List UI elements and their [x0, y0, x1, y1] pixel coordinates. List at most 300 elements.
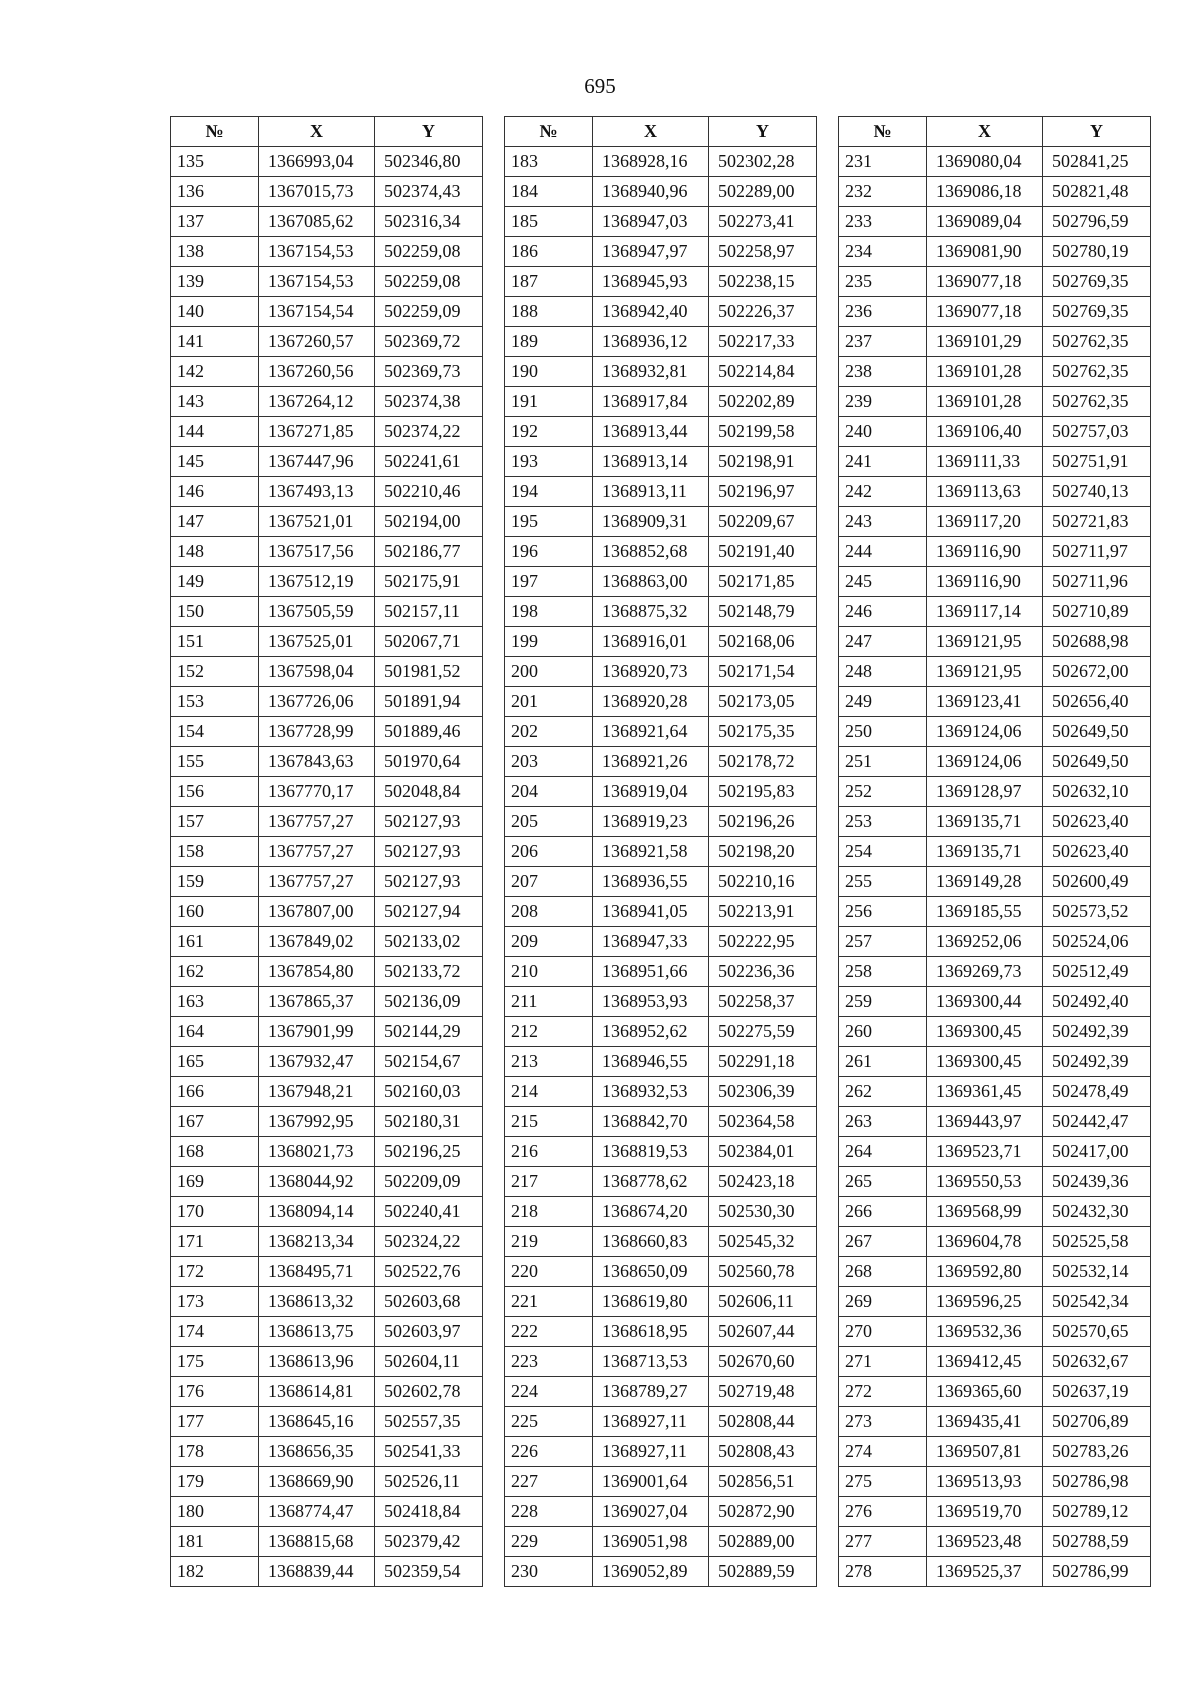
cell-number: 230	[505, 1557, 593, 1587]
cell-y: 502196,97	[709, 477, 817, 507]
cell-x: 1367757,27	[259, 867, 375, 897]
table-row	[171, 507, 483, 537]
table-row	[505, 477, 817, 507]
cell-y: 502175,91	[375, 567, 483, 597]
cell-x: 1369604,78	[927, 1227, 1043, 1257]
cell-number: 198	[505, 597, 593, 627]
table-row	[505, 1257, 817, 1287]
cell-x: 1368021,73	[259, 1137, 375, 1167]
cell-number: 234	[839, 237, 927, 267]
table-row	[171, 1317, 483, 1347]
cell-y: 502711,96	[1043, 567, 1151, 597]
cell-y: 502359,54	[375, 1557, 483, 1587]
cell-number: 237	[839, 327, 927, 357]
header-x: X	[259, 117, 375, 147]
cell-y: 502127,94	[375, 897, 483, 927]
cell-x: 1368913,44	[593, 417, 709, 447]
table-row	[839, 447, 1151, 477]
table-row	[505, 1377, 817, 1407]
cell-x: 1368852,68	[593, 537, 709, 567]
cell-x: 1368920,73	[593, 657, 709, 687]
cell-number: 138	[171, 237, 259, 267]
table-row	[839, 657, 1151, 687]
cell-y: 502175,35	[709, 717, 817, 747]
cell-number: 161	[171, 927, 259, 957]
cell-x: 1369185,55	[927, 897, 1043, 927]
cell-y: 502210,16	[709, 867, 817, 897]
cell-y: 502258,37	[709, 987, 817, 1017]
cell-x: 1368660,83	[593, 1227, 709, 1257]
cell-y: 502273,41	[709, 207, 817, 237]
cell-y: 502210,46	[375, 477, 483, 507]
cell-x: 1368936,12	[593, 327, 709, 357]
cell-y: 502649,50	[1043, 747, 1151, 777]
cell-y: 502740,13	[1043, 477, 1151, 507]
table-row	[839, 267, 1151, 297]
cell-number: 186	[505, 237, 593, 267]
cell-x: 1369077,18	[927, 297, 1043, 327]
cell-y: 502238,15	[709, 267, 817, 297]
table-row	[839, 777, 1151, 807]
table-row	[505, 507, 817, 537]
cell-x: 1369051,98	[593, 1527, 709, 1557]
cell-x: 1369077,18	[927, 267, 1043, 297]
cell-y: 502196,26	[709, 807, 817, 837]
cell-x: 1367598,04	[259, 657, 375, 687]
cell-x: 1368945,93	[593, 267, 709, 297]
table-row	[171, 1527, 483, 1557]
table-row	[839, 1107, 1151, 1137]
cell-y: 502199,58	[709, 417, 817, 447]
cell-x: 1368645,16	[259, 1407, 375, 1437]
table-row	[505, 327, 817, 357]
cell-number: 192	[505, 417, 593, 447]
cell-y: 502841,25	[1043, 147, 1151, 177]
table-row	[171, 327, 483, 357]
table-row	[171, 657, 483, 687]
table-row	[171, 177, 483, 207]
table-row	[505, 897, 817, 927]
cell-y: 502786,98	[1043, 1467, 1151, 1497]
cell-y: 502670,60	[709, 1347, 817, 1377]
cell-x: 1369525,37	[927, 1557, 1043, 1587]
cell-y: 502186,77	[375, 537, 483, 567]
cell-number: 208	[505, 897, 593, 927]
cell-number: 169	[171, 1167, 259, 1197]
cell-y: 502780,19	[1043, 237, 1151, 267]
table-row	[171, 747, 483, 777]
cell-number: 229	[505, 1527, 593, 1557]
header-y: Y	[375, 117, 483, 147]
cell-number: 214	[505, 1077, 593, 1107]
cell-x: 1368947,03	[593, 207, 709, 237]
table-row	[171, 927, 483, 957]
cell-y: 502306,39	[709, 1077, 817, 1107]
header-number: №	[171, 117, 259, 147]
cell-y: 502198,20	[709, 837, 817, 867]
cell-number: 136	[171, 177, 259, 207]
table-row	[171, 1557, 483, 1587]
cell-number: 276	[839, 1497, 927, 1527]
cell-y: 502789,12	[1043, 1497, 1151, 1527]
cell-x: 1369443,97	[927, 1107, 1043, 1137]
table-row	[839, 387, 1151, 417]
cell-x: 1368946,55	[593, 1047, 709, 1077]
cell-x: 1367154,53	[259, 237, 375, 267]
cell-x: 1368941,05	[593, 897, 709, 927]
cell-number: 262	[839, 1077, 927, 1107]
cell-number: 168	[171, 1137, 259, 1167]
cell-number: 197	[505, 567, 593, 597]
table-row	[505, 1107, 817, 1137]
table-row	[171, 597, 483, 627]
cell-x: 1367260,57	[259, 327, 375, 357]
cell-x: 1369117,20	[927, 507, 1043, 537]
cell-y: 502545,32	[709, 1227, 817, 1257]
cell-y: 502291,18	[709, 1047, 817, 1077]
cell-y: 502374,43	[375, 177, 483, 207]
cell-x: 1368778,62	[593, 1167, 709, 1197]
cell-number: 217	[505, 1167, 593, 1197]
cell-number: 227	[505, 1467, 593, 1497]
cell-number: 277	[839, 1527, 927, 1557]
cell-y: 502573,52	[1043, 897, 1151, 927]
cell-number: 260	[839, 1017, 927, 1047]
cell-x: 1367854,80	[259, 957, 375, 987]
cell-x: 1367932,47	[259, 1047, 375, 1077]
table-row	[171, 297, 483, 327]
cell-x: 1368044,92	[259, 1167, 375, 1197]
table-row	[505, 1167, 817, 1197]
cell-number: 177	[171, 1407, 259, 1437]
cell-x: 1369361,45	[927, 1077, 1043, 1107]
cell-y: 502560,78	[709, 1257, 817, 1287]
cell-number: 176	[171, 1377, 259, 1407]
cell-y: 502808,44	[709, 1407, 817, 1437]
cell-y: 502656,40	[1043, 687, 1151, 717]
cell-number: 248	[839, 657, 927, 687]
cell-x: 1367154,53	[259, 267, 375, 297]
cell-y: 502889,00	[709, 1527, 817, 1557]
cell-x: 1368913,14	[593, 447, 709, 477]
cell-number: 141	[171, 327, 259, 357]
table-row	[839, 957, 1151, 987]
table-row	[505, 1407, 817, 1437]
table-row	[839, 1077, 1151, 1107]
cell-y: 502808,43	[709, 1437, 817, 1467]
cell-number: 240	[839, 417, 927, 447]
cell-number: 149	[171, 567, 259, 597]
cell-y: 502196,25	[375, 1137, 483, 1167]
cell-number: 223	[505, 1347, 593, 1377]
table-row	[171, 1437, 483, 1467]
cell-x: 1367512,19	[259, 567, 375, 597]
cell-number: 254	[839, 837, 927, 867]
cell-number: 216	[505, 1137, 593, 1167]
table-row	[505, 267, 817, 297]
table-row	[171, 687, 483, 717]
cell-x: 1369001,64	[593, 1467, 709, 1497]
cell-y: 502226,37	[709, 297, 817, 327]
cell-y: 502478,49	[1043, 1077, 1151, 1107]
table-row	[171, 147, 483, 177]
cell-x: 1368875,32	[593, 597, 709, 627]
cell-number: 153	[171, 687, 259, 717]
cell-y: 502769,35	[1043, 297, 1151, 327]
cell-number: 194	[505, 477, 593, 507]
table-row	[505, 747, 817, 777]
cell-y: 502637,19	[1043, 1377, 1151, 1407]
cell-number: 243	[839, 507, 927, 537]
cell-x: 1369300,45	[927, 1017, 1043, 1047]
cell-number: 151	[171, 627, 259, 657]
table-row	[839, 1137, 1151, 1167]
cell-y: 501981,52	[375, 657, 483, 687]
cell-x: 1367843,63	[259, 747, 375, 777]
cell-x: 1367525,01	[259, 627, 375, 657]
table-row	[505, 717, 817, 747]
cell-x: 1368919,23	[593, 807, 709, 837]
table-row	[839, 837, 1151, 867]
cell-number: 142	[171, 357, 259, 387]
cell-y: 502769,35	[1043, 267, 1151, 297]
cell-number: 268	[839, 1257, 927, 1287]
table-row	[505, 207, 817, 237]
cell-y: 502173,05	[709, 687, 817, 717]
cell-x: 1367085,62	[259, 207, 375, 237]
cell-y: 502525,58	[1043, 1227, 1151, 1257]
cell-y: 502530,30	[709, 1197, 817, 1227]
cell-x: 1369121,95	[927, 657, 1043, 687]
cell-y: 502259,08	[375, 267, 483, 297]
cell-x: 1367154,54	[259, 297, 375, 327]
cell-x: 1368613,32	[259, 1287, 375, 1317]
cell-y: 502432,30	[1043, 1197, 1151, 1227]
cell-number: 258	[839, 957, 927, 987]
cell-x: 1369252,06	[927, 927, 1043, 957]
cell-y: 502623,40	[1043, 807, 1151, 837]
table-row	[839, 417, 1151, 447]
table-row	[171, 1227, 483, 1257]
cell-y: 502154,67	[375, 1047, 483, 1077]
cell-x: 1368674,20	[593, 1197, 709, 1227]
cell-x: 1367865,37	[259, 987, 375, 1017]
cell-number: 239	[839, 387, 927, 417]
cell-x: 1367726,06	[259, 687, 375, 717]
table-row	[505, 237, 817, 267]
cell-y: 502632,10	[1043, 777, 1151, 807]
table-row	[839, 1317, 1151, 1347]
cell-x: 1368213,34	[259, 1227, 375, 1257]
cell-y: 502783,26	[1043, 1437, 1151, 1467]
cell-x: 1369568,99	[927, 1197, 1043, 1227]
cell-x: 1367447,96	[259, 447, 375, 477]
cell-number: 165	[171, 1047, 259, 1077]
cell-x: 1368947,33	[593, 927, 709, 957]
header-number: №	[505, 117, 593, 147]
cell-y: 502379,42	[375, 1527, 483, 1557]
cell-x: 1369412,45	[927, 1347, 1043, 1377]
cell-x: 1369300,44	[927, 987, 1043, 1017]
cell-number: 211	[505, 987, 593, 1017]
table-row	[171, 447, 483, 477]
cell-number: 209	[505, 927, 593, 957]
cell-number: 162	[171, 957, 259, 987]
table-row	[839, 1287, 1151, 1317]
table-row	[505, 357, 817, 387]
cell-x: 1369101,29	[927, 327, 1043, 357]
cell-x: 1369117,14	[927, 597, 1043, 627]
cell-y: 502751,91	[1043, 447, 1151, 477]
table-row	[839, 537, 1151, 567]
cell-y: 502492,39	[1043, 1017, 1151, 1047]
table-row	[505, 687, 817, 717]
cell-y: 502133,02	[375, 927, 483, 957]
table-row	[839, 717, 1151, 747]
cell-number: 166	[171, 1077, 259, 1107]
cell-number: 235	[839, 267, 927, 297]
header-number: №	[839, 117, 927, 147]
table-row	[505, 1467, 817, 1497]
cell-number: 278	[839, 1557, 927, 1587]
cell-x: 1368913,11	[593, 477, 709, 507]
table-row	[505, 147, 817, 177]
table-row	[505, 1137, 817, 1167]
cell-x: 1368920,28	[593, 687, 709, 717]
cell-number: 236	[839, 297, 927, 327]
table-row	[839, 147, 1151, 177]
cell-number: 205	[505, 807, 593, 837]
cell-y: 502384,01	[709, 1137, 817, 1167]
cell-x: 1367992,95	[259, 1107, 375, 1137]
cell-y: 501891,94	[375, 687, 483, 717]
table-row	[171, 1107, 483, 1137]
table-row	[171, 1407, 483, 1437]
cell-x: 1367505,59	[259, 597, 375, 627]
cell-y: 502418,84	[375, 1497, 483, 1527]
cell-x: 1368928,16	[593, 147, 709, 177]
cell-number: 212	[505, 1017, 593, 1047]
table-row	[505, 657, 817, 687]
table-row	[171, 477, 483, 507]
cell-y: 502127,93	[375, 867, 483, 897]
cell-x: 1369128,97	[927, 777, 1043, 807]
cell-x: 1368952,62	[593, 1017, 709, 1047]
cell-y: 502524,06	[1043, 927, 1151, 957]
cell-number: 215	[505, 1107, 593, 1137]
cell-number: 261	[839, 1047, 927, 1077]
cell-x: 1367901,99	[259, 1017, 375, 1047]
cell-y: 502762,35	[1043, 357, 1151, 387]
cell-number: 150	[171, 597, 259, 627]
page-number: 695	[584, 74, 616, 98]
cell-number: 146	[171, 477, 259, 507]
table-row	[505, 1497, 817, 1527]
cell-x: 1369101,28	[927, 387, 1043, 417]
cell-x: 1367271,85	[259, 417, 375, 447]
cell-y: 502603,68	[375, 1287, 483, 1317]
cell-number: 244	[839, 537, 927, 567]
cell-y: 502214,84	[709, 357, 817, 387]
cell-number: 238	[839, 357, 927, 387]
table-row	[839, 507, 1151, 537]
cell-y: 502048,84	[375, 777, 483, 807]
cell-y: 502719,48	[709, 1377, 817, 1407]
cell-y: 502532,14	[1043, 1257, 1151, 1287]
cell-y: 502439,36	[1043, 1167, 1151, 1197]
cell-x: 1368916,01	[593, 627, 709, 657]
cell-x: 1367015,73	[259, 177, 375, 207]
cell-x: 1369523,48	[927, 1527, 1043, 1557]
cell-x: 1369027,04	[593, 1497, 709, 1527]
cell-number: 263	[839, 1107, 927, 1137]
table-row	[839, 867, 1151, 897]
cell-x: 1368932,81	[593, 357, 709, 387]
cell-number: 200	[505, 657, 593, 687]
table-row	[505, 597, 817, 627]
cell-x: 1369519,70	[927, 1497, 1043, 1527]
cell-y: 502275,59	[709, 1017, 817, 1047]
table-row	[505, 297, 817, 327]
cell-x: 1369116,90	[927, 567, 1043, 597]
cell-x: 1368953,93	[593, 987, 709, 1017]
table-row	[839, 1407, 1151, 1437]
cell-number: 259	[839, 987, 927, 1017]
cell-number: 272	[839, 1377, 927, 1407]
table-row	[505, 627, 817, 657]
header-x: X	[593, 117, 709, 147]
cell-number: 203	[505, 747, 593, 777]
cell-x: 1368815,68	[259, 1527, 375, 1557]
cell-y: 502209,67	[709, 507, 817, 537]
table-row	[839, 357, 1151, 387]
cell-x: 1368495,71	[259, 1257, 375, 1287]
cell-number: 204	[505, 777, 593, 807]
cell-x: 1367517,56	[259, 537, 375, 567]
cell-y: 502209,09	[375, 1167, 483, 1197]
cell-number: 172	[171, 1257, 259, 1287]
cell-number: 201	[505, 687, 593, 717]
table-row	[839, 897, 1151, 927]
table-row	[505, 447, 817, 477]
table-row	[171, 1497, 483, 1527]
cell-y: 502570,65	[1043, 1317, 1151, 1347]
table-row	[505, 1077, 817, 1107]
cell-x: 1368619,80	[593, 1287, 709, 1317]
cell-x: 1369121,95	[927, 627, 1043, 657]
cell-y: 502241,61	[375, 447, 483, 477]
cell-y: 502168,06	[709, 627, 817, 657]
cell-x: 1368917,84	[593, 387, 709, 417]
cell-x: 1368942,40	[593, 297, 709, 327]
cell-y: 502492,39	[1043, 1047, 1151, 1077]
table-row	[171, 1077, 483, 1107]
table-row	[505, 1197, 817, 1227]
table-row	[839, 177, 1151, 207]
cell-x: 1369532,36	[927, 1317, 1043, 1347]
table-row	[171, 867, 483, 897]
cell-x: 1367757,27	[259, 837, 375, 867]
coordinates-table-3	[838, 116, 1151, 1587]
cell-y: 502417,00	[1043, 1137, 1151, 1167]
cell-y: 502442,47	[1043, 1107, 1151, 1137]
cell-y: 502144,29	[375, 1017, 483, 1047]
cell-number: 188	[505, 297, 593, 327]
cell-number: 202	[505, 717, 593, 747]
cell-y: 502821,48	[1043, 177, 1151, 207]
cell-number: 233	[839, 207, 927, 237]
table-row	[839, 927, 1151, 957]
